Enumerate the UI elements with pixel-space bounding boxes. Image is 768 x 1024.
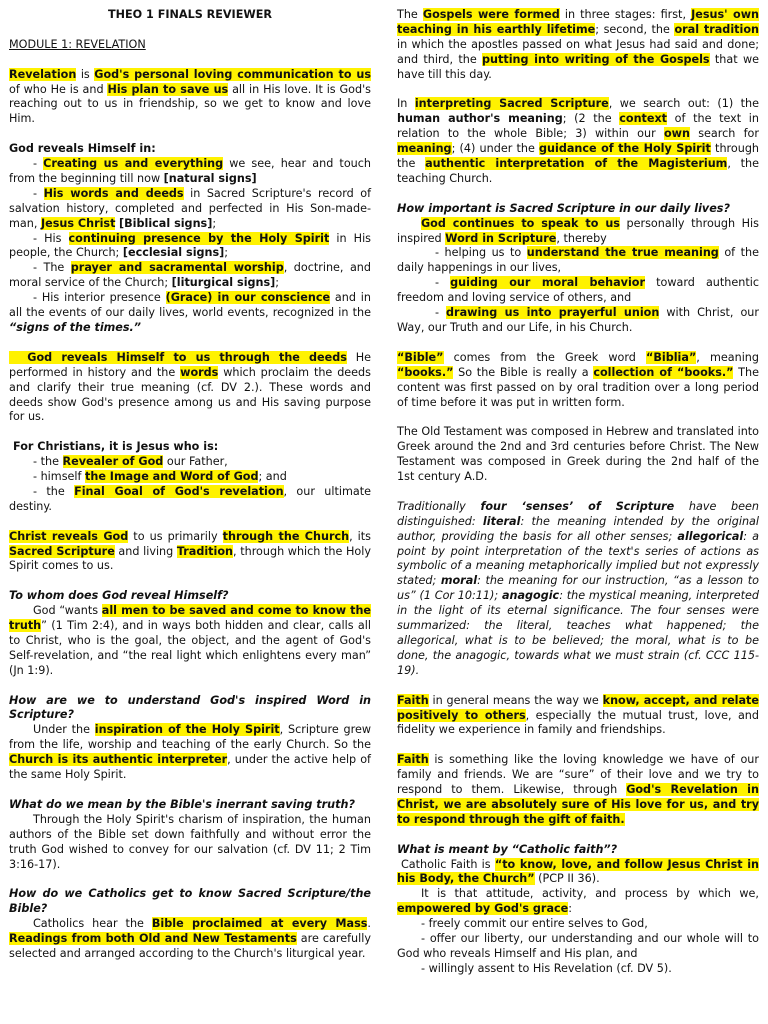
question-important: How important is Sacred Scripture in our daily lives? bbox=[397, 201, 730, 215]
catholics-answer: Catholics hear the Bible proclaimed at every Mass. Readings from both Old and New Testaments are carefully selected and arranged according to the Church's liturgical year. bbox=[9, 917, 371, 960]
module-heading: MODULE 1: REVELATION bbox=[9, 37, 146, 51]
revelation-definition: Revelation is God's personal loving communication to us of who He is and His plan to save us all in His love. It is God's reaching out to us in friendship, so we get to know and love Him. bbox=[9, 67, 372, 126]
attitude-item-assent: - willingly assent to His Revelation (cf. DV 5). bbox=[421, 961, 672, 975]
reveals-item-natural: - Creating us and everything we see, hear and touch from the beginning till now [natural signs] bbox=[9, 157, 372, 185]
christians-item-goal: - the Final Goal of God's revelation, our ultimate destiny. bbox=[9, 484, 371, 513]
faith-definition: Faith in general means the way we know, accept, and relate positively to others, especially the mutual trust, love, and fidelity we experience in family and friendships. bbox=[397, 693, 759, 737]
attitude-item-offer: - offer our liberty, our understanding and our whole will to God who reveals Himself and His plan, and bbox=[397, 932, 759, 960]
reveals-heading: God reveals Himself in: bbox=[9, 142, 156, 156]
senses-paragraph: Traditionally four ‘senses’ of Scripture have been distinguished: literal: the meaning intended by the original author, providing the basis for all other senses; allegorical: a point by point interpretation of the text's series of actions as symbolic of a meaning metaphorically implied but not expressly stated; moral: the meaning for our instruction, “as a lesson to us” (1 Cor 10:11); anagogic: the mystical meaning, interpreted in the light of its eternal significance. The four senses were summarized: the literal, teaches what happened; the allegorical, what is to be believed; the moral, what is to be done, the anagogic, towards what we must strain (cf. CCC 115-19). bbox=[397, 499, 760, 677]
christians-item-image: - himself the Image and Word of God; and bbox=[33, 470, 287, 484]
bible-paragraph: “Bible” comes from the Greek word “Biblia”, meaning “books.” So the Bible is really a collection of “books.” The content was first passed on by oral tradition over a long period of time before it was put in written form. bbox=[397, 350, 760, 409]
gospels-paragraph: The Gospels were formed in three stages: first, Jesus' own teaching in his earthly lifetime; second, the oral tradition in which the apostles passed on what Jesus had said and done; and third, the putting into writing of the Gospels that we have till this day. bbox=[397, 8, 759, 81]
right-column bbox=[397, 8, 759, 977]
inerrant-answer: Through the Holy Spirit's charism of inspiration, the human authors of the Bible set down faithfully and without error the truth God wished to convey for our salvation (cf. DV 11; 2 Tim 3:16-17). bbox=[9, 812, 371, 871]
reveals-item-signs-of-times: - His interior presence (Grace) in our conscience and in all the events of our daily lives, world events, recognized in the “signs of the times.” bbox=[9, 291, 372, 334]
attitude-item-commit: - freely commit our entire selves to God, bbox=[421, 917, 648, 931]
important-item-moral: - guiding our moral behavior toward authentic freedom and loving service of others, and bbox=[397, 276, 759, 305]
to-whom-answer: God “wants all men to be saved and come to know the truth” (1 Tim 2:4), and in ways both hidden and clear, calls all to Christ, who is the goal, the object, and the agent of God's Self-revelation, and “the real light which enlightens every man” (Jn 1:9). bbox=[9, 604, 372, 677]
question-catholic-faith: What is meant by “Catholic faith”? bbox=[397, 842, 618, 856]
church-paragraph: Christ reveals God to us primarily through the Church, its Sacred Scripture and living Tradition, through which the Holy Spirit comes to us. bbox=[9, 529, 372, 573]
question-catholics: How do we Catholics get to know Sacred Scripture/the Bible? bbox=[9, 887, 371, 916]
faith-knowledge: Faith is something like the loving knowledge we have of our family and friends. We are “sure” of their love and we try to respond to them. Likewise, through God's Revelation in Christ, we are absolutely sure of His love for us, and try to respond through the gift of faith. bbox=[397, 753, 759, 826]
interpreting-paragraph: In interpreting Sacred Scripture, we search out: (1) the human author's meaning; (2 the context of the text in relation to the whole Bible; 3) within our own search for meaning; (4) under the guidance of the Holy Spirit through the authentic interpretation of the Magisterium, the teaching Church. bbox=[397, 97, 760, 185]
understand-answer: Under the inspiration of the Holy Spirit, Scripture grew from the life, worship and teaching of the early Church. So the Church is its authentic interpreter, under the active help of the same Holy Spirit. bbox=[9, 723, 371, 782]
document-title: THEO 1 FINALS REVIEWER bbox=[108, 8, 272, 21]
testaments-paragraph: The Old Testament was composed in Hebrew and translated into Greek around the 2nd and 3rd centuries before Christ. The New Testament was composed in Greek during the 2nd half of the 1st century A.D. bbox=[397, 425, 760, 484]
important-item-union: - drawing us into prayerful union with Christ, our Way, our Truth and our Life, in his Church. bbox=[397, 306, 760, 334]
reveals-item-ecclesial: - His continuing presence by the Holy Spirit in His people, the Church; [ecclesial signs]; bbox=[9, 231, 372, 260]
christians-item-revealer: - the Revealer of God our Father, bbox=[33, 455, 228, 469]
attitude-paragraph: It is that attitude, activity, and process by which we, empowered by God's grace: bbox=[397, 887, 759, 916]
important-answer: God continues to speak to us personally through His inspired Word in Scripture, thereby bbox=[397, 216, 759, 245]
christians-heading: For Christians, it is Jesus who is: bbox=[13, 440, 219, 454]
reveals-item-liturgical: - The prayer and sacramental worship, doctrine, and moral service of the Church; [liturgical signs]; bbox=[9, 261, 371, 290]
deeds-paragraph: God reveals Himself to us through the deeds He performed in history and the words which proclaim the deeds and clarify their true meaning (cf. DV 2.). These words and deeds show God's presence among us and His saving purpose for us. bbox=[9, 350, 371, 424]
question-inerrant: What do we mean by the Bible's inerrant saving truth? bbox=[9, 797, 355, 811]
reveals-item-biblical: - His words and deeds in Sacred Scripture's record of salvation history, completed and perfected in His Son-made-man, Jesus Christ [Biblical signs]; bbox=[9, 186, 372, 230]
catholic-faith-answer: Catholic Faith is “to know, love, and follow Jesus Christ in his Body, the Church” (PCP II 36). bbox=[397, 857, 759, 886]
question-understand: How are we to understand God's inspired Word in Scripture? bbox=[9, 693, 371, 722]
left-column bbox=[9, 8, 371, 962]
important-item-meaning: - helping us to understand the true meaning of the daily happenings in our lives, bbox=[397, 246, 759, 275]
question-to-whom: To whom does God reveal Himself? bbox=[9, 589, 229, 603]
